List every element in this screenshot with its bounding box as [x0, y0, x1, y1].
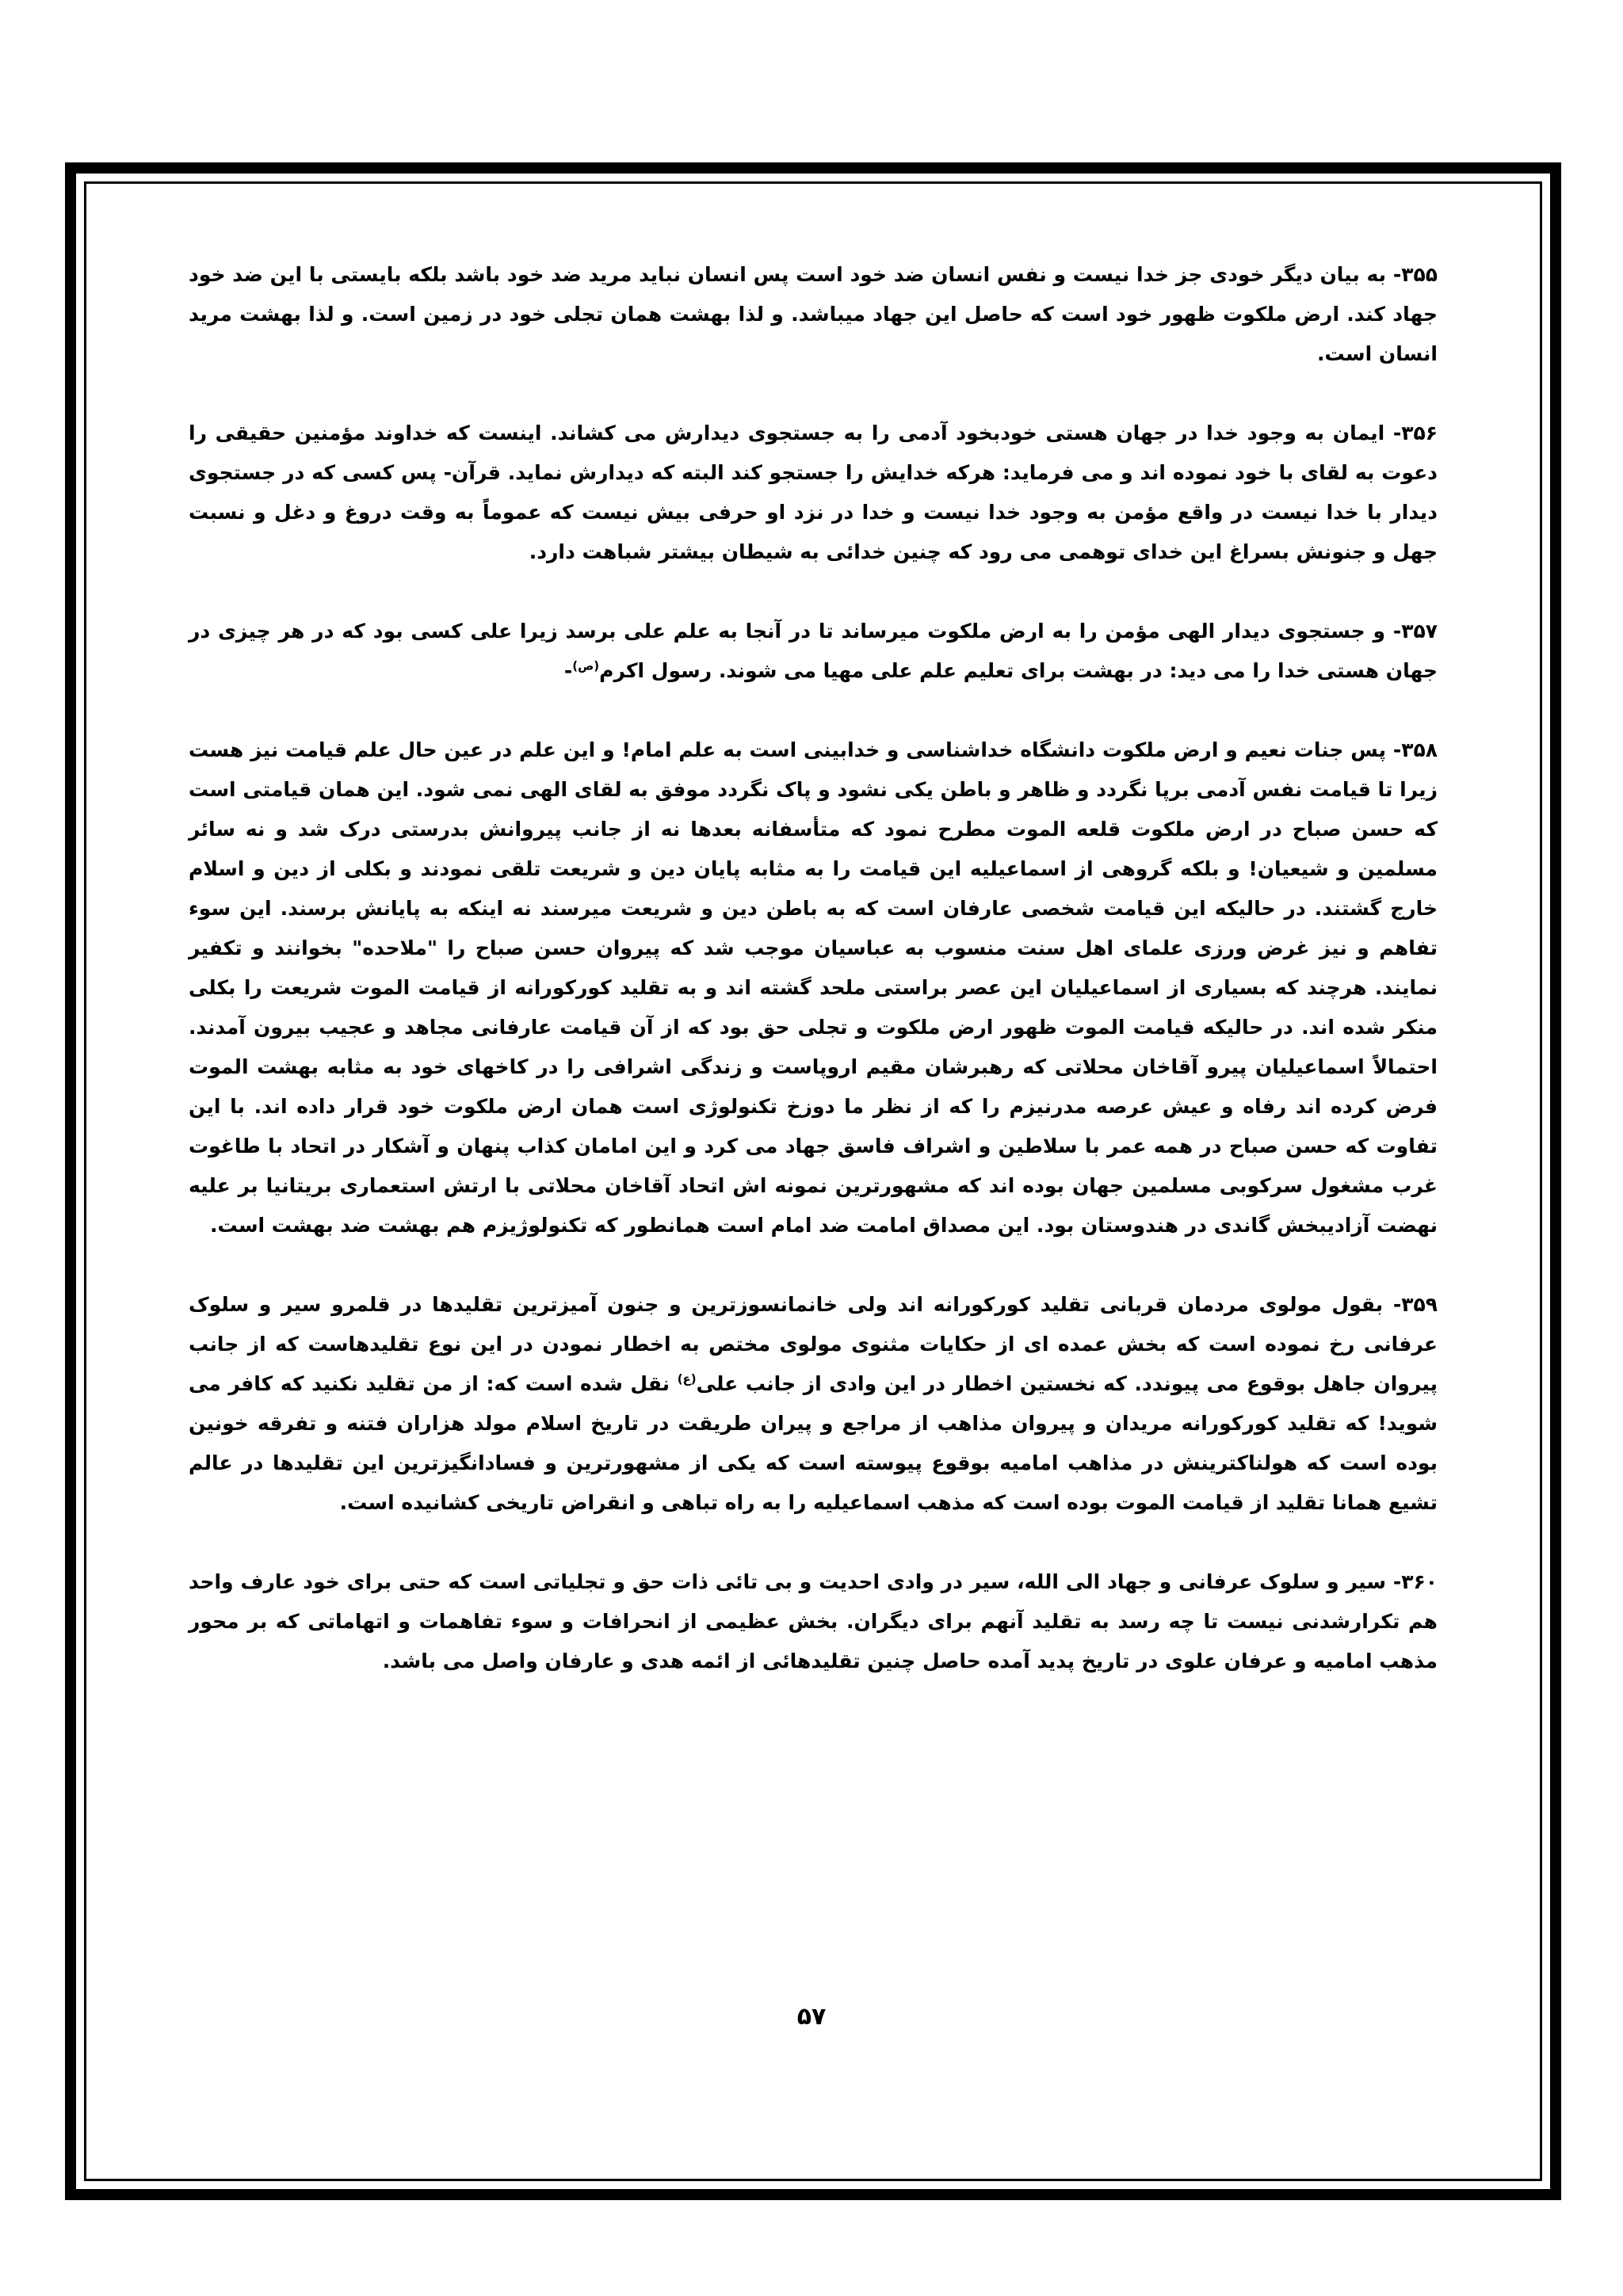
paragraph-359	[189, 1285, 1438, 1523]
paragraph-text-end: -	[563, 659, 573, 682]
paragraph-357	[189, 612, 1438, 691]
honorific-mark: (ص)	[572, 658, 600, 673]
paragraph-text: ۳۵۸- پس جنات نعیم و ارض ملکوت دانشگاه خداشناسی و خدابینی است به علم امام! و این علم در عین حال علم قیامت نیز هست زیرا تا قیامت نفس آدمی برپا نگردد و ظاهر و باطن یکی نشود و پاک نگردد موفق به لقای الهی نمی شود. این همان قیامتی است که حسن صباح در ارض ملکوت قلعه الموت مطرح نمود که متأسفانه بعدها نه از جانب پیروانش بدرستی درک شد و نه سائر مسلمین و شیعیان! و بلکه گروهی از اسماعیلیه این قیامت را به مثابه پایان دین و شریعت تلقی نمودند و بکلی از دین و اسلام خارج گشتند. در حالیکه این قیامت شخصی عارفان است که به باطن دین و شریعت میرسند نه اینکه به پایانش برسند. این سوء تفاهم و نیز غرض ورزی علمای اهل سنت منسوب به عباسیان موجب شد که پیروان حسن صباح را "ملاحده" بخوانند و تکفیر نمایند. هرچند که بسیاری از اسماعیلیان این عصر براستی ملحد گشته اند و به تقلید کورکورانه از قیامت الموت شریعت را بکلی منکر شده اند. در حالیکه قیامت الموت ظهور ارض ملکوت و تجلی حق بود که از آن قیامت عارفانی مجاهد و عجیب بیرون آمدند. احتمالاً اسماعیلیان پیرو آقاخان محلاتی که رهبرشان مقیم اروپاست و زندگی اشرافی را در کاخهای خود به مثابه بهشت الموت فرض کرده اند رفاه و عیش عرصه مدرنیزم را که از نظر ما دوزخ تکنولوژی است همان ارض ملکوت خود قرار داده اند. با این تفاوت که حسن صباح در همه عمر با سلاطین و اشراف فاسق جهاد می کرد و این امامان کذاب پنهان و آشکار در اتحاد با طاغوت غرب مشغول سرکوبی مسلمین جهان بوده اند که مشهورترین نمونه اش اتحاد آقاخان محلاتی با ارتش استعماری بریتانیا بر علیه نهضت آزادیبخش گاندی در هندوستان بود. این مصداق امامت ضد امام است همانطور که تکنولوژیزم هم بهشت ضد بهشت است.	[189, 738, 1438, 1237]
paragraph-356	[189, 414, 1438, 572]
page-body	[189, 255, 1438, 1681]
paragraph-text: ۳۵۶- ایمان به وجود خدا در جهان هستی خودبخود آدمی را به جستجوی دیدارش می کشاند. اینست که خداوند مؤمنین حقیقی را دعوت به لقای با خود نموده اند و می فرماید: هرکه خدایش را جستجو کند البته که دیدارش نماید. قرآن- پس کسی که در جستجوی دیدار با خدا نیست در واقع مؤمن به وجود خدا نیست و خدا در نزد او حرفی بیش نیست که عموماً به وقت دروغ و دغل و نسبت جهل و جنونش بسراغ این خدای توهمی می رود که چنین خدائی به شیطان بیشتر شباهت دارد.	[189, 421, 1438, 563]
paragraph-text: ۳۵۷- و جستجوی دیدار الهی مؤمن را به ارض ملکوت میرساند تا در آنجا به علم علی برسد زیرا علی کسی بود که در هر چیزی در جهان هستی خدا را می دید: در بهشت برای تعلیم علم علی مهیا می شوند. رسول اکرم	[189, 620, 1438, 682]
paragraph-358	[189, 730, 1438, 1245]
paragraph-text: ۳۵۵- به بیان دیگر خودی جز خدا نیست و نفس انسان ضد خود است پس انسان نباید مرید ضد خود باشد بلکه بایستی با این ضد خود جهاد کند. ارض ملکوت ظهور خود است که حاصل این جهاد میباشد. و لذا بهشت همان تجلی خود در زمین است. و لذا بهشت مرید انسان است.	[189, 263, 1438, 365]
paragraph-text: ۳۶۰- سیر و سلوک عرفانی و جهاد الی الله، سیر در وادی احدیت و بی تائی ذات حق و تجلیاتی است که حتی برای خود عارف واحد هم تکرارشدنی نیست تا چه رسد به تقلید آنهم برای دیگران. بخش عظیمی از انحرافات و سوء تفاهمات و اتهاماتی که بر محور مذهب امامیه و عرفان علوی در تاریخ پدید آمده حاصل چنین تقلیدهائی از ائمه هدی و عارفان واصل می باشد.	[189, 1570, 1438, 1672]
paragraph-text-end: نقل شده است که: از من تقلید نکنید که کافر می شوید! که تقلید کورکورانه مریدان و پیروان مذاهب از مراجع و پیران طریقت در تاریخ اسلام مولد هزاران فتنه و تفرقه خونین بوده است که هولناکترینش در مذاهب امامیه بوقوع پیوسته است که یکی از مشهورترین و فسادانگیزترین این تقلیدها در عالم تشیع همانا تقلید از قیامت الموت بوده است که مذهب اسماعیلیه را به راه تباهی و انقراض تاریخی کشانیده است.	[189, 1372, 1438, 1514]
paragraph-355	[189, 255, 1438, 374]
honorific-mark: (ع)	[677, 1371, 697, 1386]
paragraph-text: ۳۵۹- بقول مولوی مردمان قربانی تقلید کورکورانه اند ولی خانمانسوزترین و جنون آمیزترین تقلیدها در قلمرو سیر و سلوک عرفانی رخ نموده است که بخش عمده ای از حکایات مثنوی مولوی مختص به اخطار نمودن در این نوع تقلیدهاست که از جانب پیروان جاهل بوقوع می پیوندد. که نخستین اخطار در این وادی از جانب علی	[189, 1293, 1438, 1395]
paragraph-360	[189, 1562, 1438, 1681]
page-number: ۵۷	[796, 2003, 827, 2031]
